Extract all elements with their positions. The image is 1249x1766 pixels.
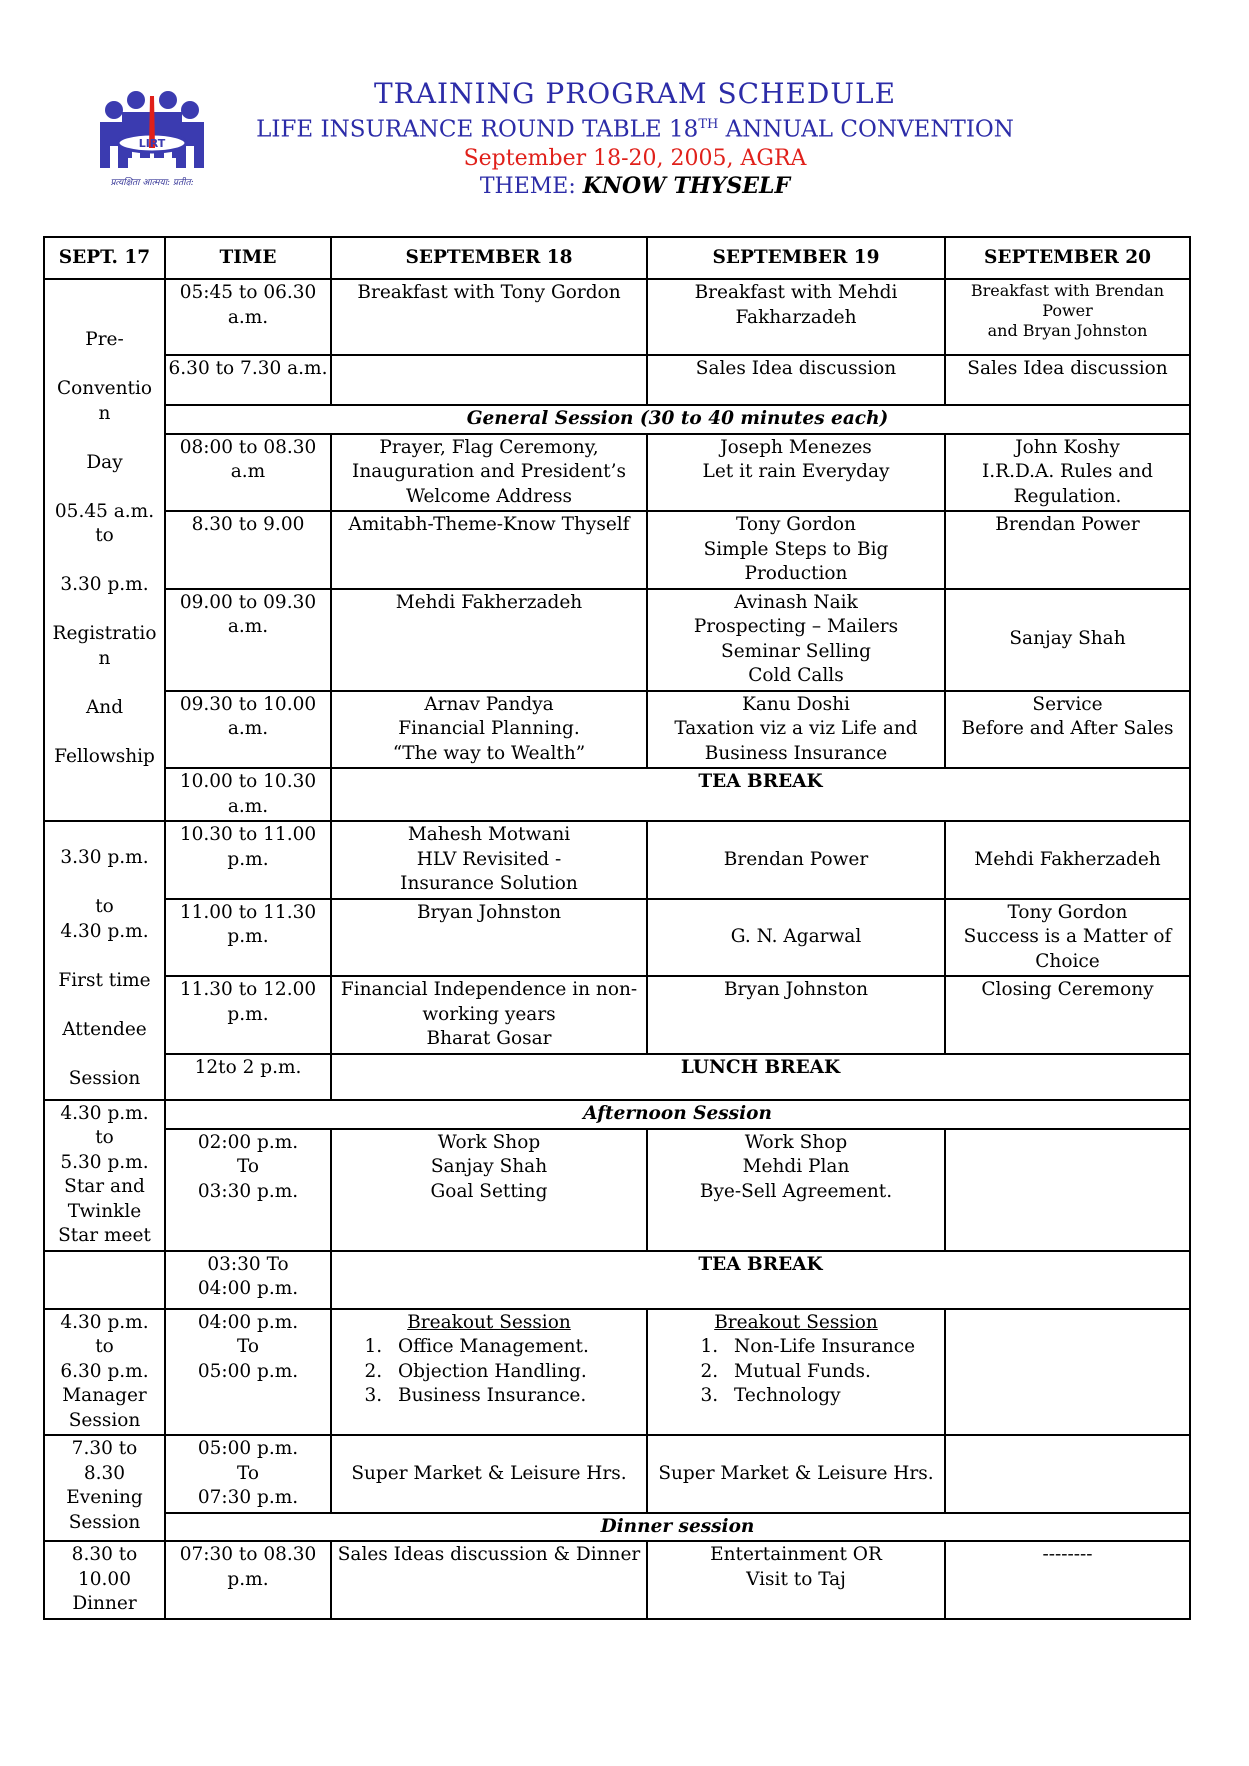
time-cell: 07:30 to 08.30 p.m. [165, 1541, 331, 1619]
sept18-cell [331, 355, 647, 405]
sept17-block-star-meet: 4.30 p.m. to 5.30 p.m. Star and Twinkle Star meet [44, 1100, 165, 1251]
list-item: 1. Non-Life Insurance [724, 1335, 942, 1360]
table-row [44, 511, 1190, 589]
time-cell: 10.00 to 10.30 a.m. [165, 768, 331, 821]
col-header-sept17: SEPT. 17 [44, 237, 165, 279]
sept19-cell: Work Shop Mehdi Plan Bye-Sell Agreement. [647, 1129, 945, 1251]
sept17-block-first-time-attendee: 3.30 p.m. to 4.30 p.m. First time Attendee Session [44, 821, 165, 1100]
table-row [44, 1251, 1190, 1309]
sept18-cell: Sales Ideas discussion & Dinner [331, 1541, 647, 1619]
logo-figure-head [181, 101, 199, 119]
sept19-cell: Sales Idea discussion [647, 355, 945, 405]
time-cell: 12to 2 p.m. [165, 1054, 331, 1100]
time-cell: 09.00 to 09.30 a.m. [165, 589, 331, 691]
table-row [44, 1435, 1190, 1513]
sept20-cell [945, 1435, 1190, 1513]
sept18-cell: Bryan Johnston [331, 899, 647, 977]
time-cell: 6.30 to 7.30 a.m. [165, 355, 331, 405]
breakout-list [334, 1335, 644, 1409]
sept20-cell: Closing Ceremony [945, 976, 1190, 1054]
col-header-sept18: SEPTEMBER 18 [331, 237, 647, 279]
tea-break-label: TEA BREAK [331, 768, 1190, 821]
sept20-cell: Breakfast with Brendan Power and Bryan Johnston [945, 279, 1190, 355]
sept20-cell [945, 1309, 1190, 1436]
time-cell: 03:30 To 04:00 p.m. [165, 1251, 331, 1309]
table-row [44, 899, 1190, 977]
general-session-label: General Session (30 to 40 minutes each) [165, 405, 1190, 434]
table-row [44, 405, 1190, 434]
sept19-cell: Brendan Power [647, 821, 945, 899]
document-title: TRAINING PROGRAM SCHEDULE [373, 77, 897, 110]
event-dates: September 18-20, 2005, AGRA [463, 145, 807, 171]
list-item: 3. Technology [724, 1384, 942, 1409]
sept18-cell: Mehdi Fakherzadeh [331, 589, 647, 691]
sept18-cell: Amitabh-Theme-Know Thyself [331, 511, 647, 589]
time-cell: 8.30 to 9.00 [165, 511, 331, 589]
dinner-session-label: Dinner session [165, 1513, 1190, 1542]
lunch-break-label: LUNCH BREAK [331, 1054, 1190, 1100]
list-item: 1. Office Management. [388, 1335, 644, 1360]
sept20-cell: Brendan Power [945, 511, 1190, 589]
breakout-title: Breakout Session [714, 1311, 878, 1333]
sept19-cell: Kanu Doshi Taxation viz a viz Life and Business Insurance [647, 691, 945, 769]
sept20-cell: Sales Idea discussion [945, 355, 1190, 405]
sept19-cell: Bryan Johnston [647, 976, 945, 1054]
sept20-cell: John Koshy I.R.D.A. Rules and Regulation. [945, 434, 1190, 512]
sept19-cell: Joseph Menezes Let it rain Everyday [647, 434, 945, 512]
time-cell: 04:00 p.m. To 05:00 p.m. [165, 1309, 331, 1436]
document-subtitle: LIFE INSURANCE ROUND TABLE 18TH ANNUAL CONVENTION [256, 116, 1014, 143]
table-row [44, 976, 1190, 1054]
sept20-cell: Mehdi Fakherzadeh [945, 821, 1190, 899]
time-cell: 10.30 to 11.00 p.m. [165, 821, 331, 899]
sept19-cell: Tony Gordon Simple Steps to Big Production [647, 511, 945, 589]
sept17-block-manager-session: 4.30 p.m. to 6.30 p.m. Manager Session [44, 1309, 165, 1436]
time-cell: 09.30 to 10.00 a.m. [165, 691, 331, 769]
logo-text: LIRT [138, 137, 166, 150]
sept19-cell: Breakfast with Mehdi Fakharzadeh [647, 279, 945, 355]
table-row [44, 1513, 1190, 1542]
sept18-cell: Financial Independence in non-working years Bharat Gosar [331, 976, 647, 1054]
table-row [44, 1100, 1190, 1129]
sept18-cell: Breakfast with Tony Gordon [331, 279, 647, 355]
table-row [44, 768, 1190, 821]
table-row [44, 1054, 1190, 1100]
table-row [44, 691, 1190, 769]
time-cell: 11.30 to 12.00 p.m. [165, 976, 331, 1054]
list-item: 3. Business Insurance. [388, 1384, 644, 1409]
col-header-sept19: SEPTEMBER 19 [647, 237, 945, 279]
sept19-cell [647, 1309, 945, 1436]
table-row [44, 821, 1190, 899]
sept19-cell: Entertainment OR Visit to Taj [647, 1541, 945, 1619]
table-row [44, 1309, 1190, 1436]
sept20-cell [945, 1129, 1190, 1251]
col-header-sept20: SEPTEMBER 20 [945, 237, 1190, 279]
sept18-cell [331, 1309, 647, 1436]
event-theme: THEME: KNOW THYSELF [479, 172, 791, 199]
time-cell: 08:00 to 08.30 a.m [165, 434, 331, 512]
logo-motto: प्रत्यक्षिता आत्मया: प्रतीत: [110, 178, 194, 188]
schedule-table [43, 236, 1191, 1620]
table-row [44, 1129, 1190, 1251]
sept18-cell: Work Shop Sanjay Shah Goal Setting [331, 1129, 647, 1251]
sept19-cell: G. N. Agarwal [647, 899, 945, 977]
sept17-block-dinner: 8.30 to 10.00 Dinner [44, 1541, 165, 1619]
sept20-cell: Service Before and After Sales [945, 691, 1190, 769]
sept18-cell: Mahesh Motwani HLV Revisited - Insurance Solution [331, 821, 647, 899]
list-item: 2. Mutual Funds. [724, 1360, 942, 1385]
col-header-time: TIME [165, 237, 331, 279]
sept20-cell: Sanjay Shah [945, 589, 1190, 691]
table-row [44, 1541, 1190, 1619]
sept17-empty-cell [44, 1251, 165, 1309]
time-cell: 11.00 to 11.30 p.m. [165, 899, 331, 977]
sept20-cell: Tony Gordon Success is a Matter of Choice [945, 899, 1190, 977]
sept17-block-preconvention: Pre- Conventio n Day 05.45 a.m. to 3.30 p.m. Registratio n And Fellowship [44, 279, 165, 821]
logo-figure-head [159, 91, 177, 109]
table-header-row [44, 237, 1190, 279]
sept20-cell: -------- [945, 1541, 1190, 1619]
sept18-cell: Prayer, Flag Ceremony, Inauguration and President’s Welcome Address [331, 434, 647, 512]
logo-figure-head [105, 101, 123, 119]
breakout-list [650, 1335, 942, 1409]
table-row [44, 355, 1190, 405]
logo-figure-head [127, 91, 145, 109]
time-cell: 02:00 p.m. To 03:30 p.m. [165, 1129, 331, 1251]
sept18-cell: Arnav Pandya Financial Planning. “The way to Wealth” [331, 691, 647, 769]
sept19-cell: Avinash Naik Prospecting – Mailers Seminar Selling Cold Calls [647, 589, 945, 691]
table-row [44, 434, 1190, 512]
time-cell: 05:00 p.m. To 07:30 p.m. [165, 1435, 331, 1513]
table-row [44, 279, 1190, 355]
list-item: 2. Objection Handling. [388, 1360, 644, 1385]
sept18-cell: Super Market & Leisure Hrs. [331, 1435, 647, 1513]
sept19-cell: Super Market & Leisure Hrs. [647, 1435, 945, 1513]
breakout-title: Breakout Session [407, 1311, 571, 1333]
time-cell: 05:45 to 06.30 a.m. [165, 279, 331, 355]
document-header [230, 78, 1040, 201]
sept17-block-evening-session: 7.30 to 8.30 Evening Session [44, 1435, 165, 1541]
tea-break-label: TEA BREAK [331, 1251, 1190, 1309]
afternoon-session-label: Afternoon Session [165, 1100, 1190, 1129]
table-row [44, 589, 1190, 691]
